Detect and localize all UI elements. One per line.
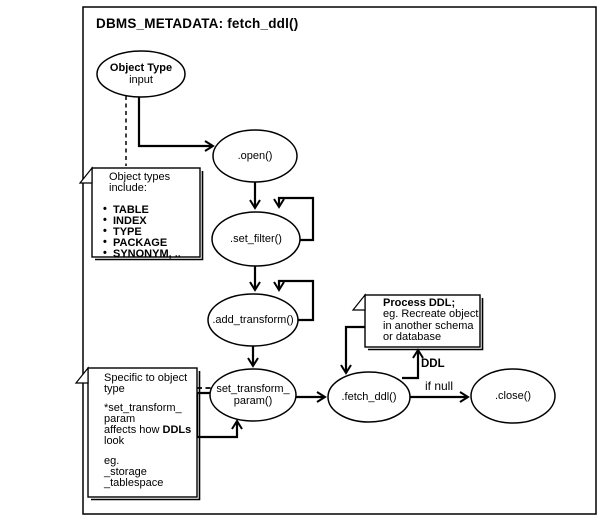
node-set-transform-param-line2: param(): [233, 395, 273, 407]
if-null-edge-label: if null: [425, 379, 454, 393]
node-set-filter-label: .set_filter(): [230, 233, 282, 245]
note-process-ddl-heading: Process DDL;: [383, 297, 456, 309]
note-specific-line: look: [104, 434, 125, 447]
node-open-label: .open(): [237, 150, 273, 162]
note-process-ddl-line: eg. Recreate object: [383, 308, 479, 321]
note-object-types-heading2: include:: [109, 181, 147, 194]
note-specific-affects-bold: DDLs: [162, 423, 192, 436]
node-set-transform-param-line1: set_transform_: [216, 383, 290, 395]
note-specific-affects-pre: affects how: [104, 423, 163, 436]
note-object-types-fold: [80, 168, 92, 183]
note-specific-line: type: [104, 382, 125, 395]
note-specific-line: param: [104, 413, 136, 426]
note-object-types: [92, 168, 217, 260]
arrow-input-to-open: [139, 95, 213, 146]
note-specific-line-affects: [104, 425, 213, 436]
list-item: • SYNONYM, ..: [102, 249, 217, 260]
ddl-edge-label: DDL: [421, 358, 445, 370]
note-specific-to-object-type: [88, 368, 213, 488]
note-process-ddl: [365, 295, 498, 344]
note-specific-fold: [76, 368, 88, 383]
node-object-type-input-line1: Object Type: [109, 62, 173, 74]
node-set-transform-param-label: [210, 370, 296, 420]
list-item: • TYPE: [102, 227, 217, 238]
note-specific-line: Specific to object: [104, 372, 188, 384]
note-specific-line: _storage: [104, 465, 147, 478]
node-close-label: .close(): [494, 390, 532, 402]
node-object-type-input-label: [97, 52, 185, 96]
note-process-ddl-line: in another schema: [383, 319, 474, 332]
list-item: • TABLE: [102, 205, 217, 216]
note-object-types-heading1: Object types: [109, 171, 171, 183]
note-specific-line: _tablespace: [104, 476, 164, 489]
arrow-note-to-fetch-ddl: [346, 327, 365, 373]
page-title: DBMS_METADATA: fetch_ddl(): [96, 16, 299, 31]
node-fetch-ddl-label: .fetch_ddl(): [341, 391, 397, 403]
node-add-transform-label: .add_transform(): [212, 314, 294, 326]
note-specific-line: *set_transform_: [104, 402, 182, 415]
note-specific-line: eg.: [104, 455, 120, 468]
note-process-ddl-fold: [353, 295, 365, 310]
note-process-ddl-line: or database: [383, 331, 442, 344]
list-item: • INDEX: [102, 216, 217, 227]
note-object-types-list: [102, 205, 217, 260]
list-item: • PACKAGE: [102, 238, 217, 249]
note-specific-spacer: [104, 446, 213, 456]
node-object-type-input-line2: input: [129, 74, 153, 86]
